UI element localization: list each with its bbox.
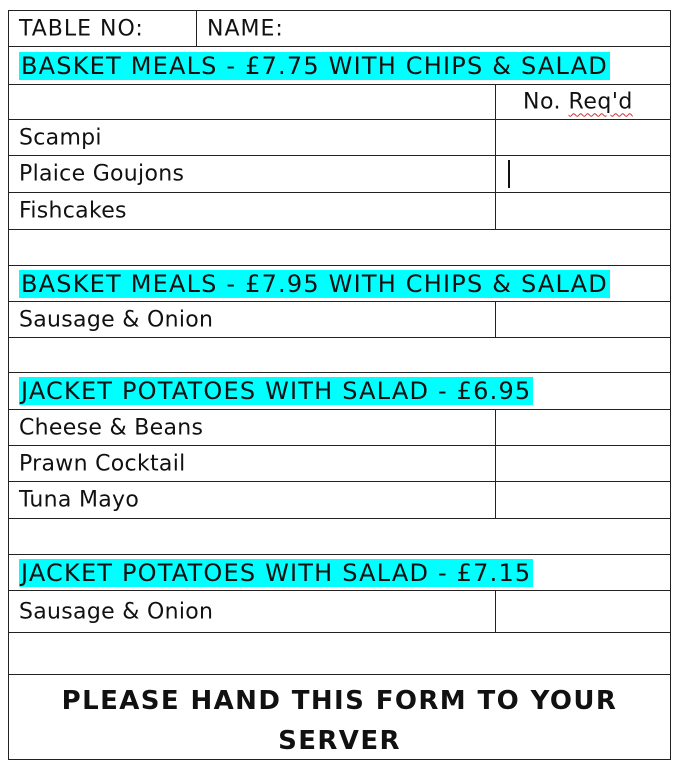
footer-instruction-line-2: SERVER [278, 726, 401, 756]
quantity-input[interactable] [496, 410, 670, 445]
item-name: Cheese & Beans [19, 415, 204, 440]
item-name: Sausage & Onion [19, 599, 214, 624]
text-cursor [508, 160, 510, 188]
order-form [8, 10, 671, 760]
footer-row [8, 675, 671, 760]
section-title-row [8, 373, 671, 410]
section-title: JACKET POTATOES WITH SALAD - £6.95 [21, 377, 532, 405]
item-name: Plaice Goujons [19, 161, 185, 187]
item-name: Sausage & Onion [19, 307, 214, 332]
blank-row [8, 338, 671, 373]
quantity-input[interactable] [496, 446, 670, 481]
quantity-input[interactable] [496, 302, 670, 337]
footer-instruction-line-1: PLEASE HAND THIS FORM TO YOUR [61, 686, 618, 716]
item-name: Prawn Cocktail [19, 451, 186, 476]
item-row [8, 591, 671, 633]
section-title: BASKET MEALS - £7.95 WITH CHIPS & SALAD [21, 269, 608, 298]
item-row [8, 302, 671, 338]
header-row [8, 10, 671, 47]
section-title: BASKET MEALS - £7.75 WITH CHIPS & SALAD [21, 51, 608, 80]
blank-row [8, 633, 671, 675]
section-title: JACKET POTATOES WITH SALAD - £7.15 [21, 558, 532, 587]
section-title-row [8, 266, 671, 302]
section-title-row [8, 47, 671, 85]
name-label: NAME: [207, 16, 284, 41]
quantity-input[interactable] [496, 591, 670, 632]
quantity-input[interactable] [496, 482, 670, 518]
quantity-input[interactable] [496, 120, 670, 155]
item-row [8, 410, 671, 446]
item-name: Scampi [19, 125, 102, 150]
section-title-row [8, 555, 671, 591]
quantity-input[interactable] [496, 193, 670, 229]
item-name: Fishcakes [19, 198, 127, 224]
quantity-column-header [523, 90, 633, 115]
item-row [8, 446, 671, 482]
column-header-row [8, 85, 671, 120]
item-name: Tuna Mayo [19, 487, 140, 513]
blank-row [8, 230, 671, 266]
quantity-input[interactable] [496, 156, 670, 192]
item-row [8, 120, 671, 156]
item-row [8, 193, 671, 230]
table-number-label: TABLE NO: [19, 16, 144, 41]
no-label: No. [523, 89, 562, 115]
reqd-label: Req'd [568, 89, 633, 115]
item-row [8, 482, 671, 519]
item-row [8, 156, 671, 193]
blank-row [8, 519, 671, 555]
